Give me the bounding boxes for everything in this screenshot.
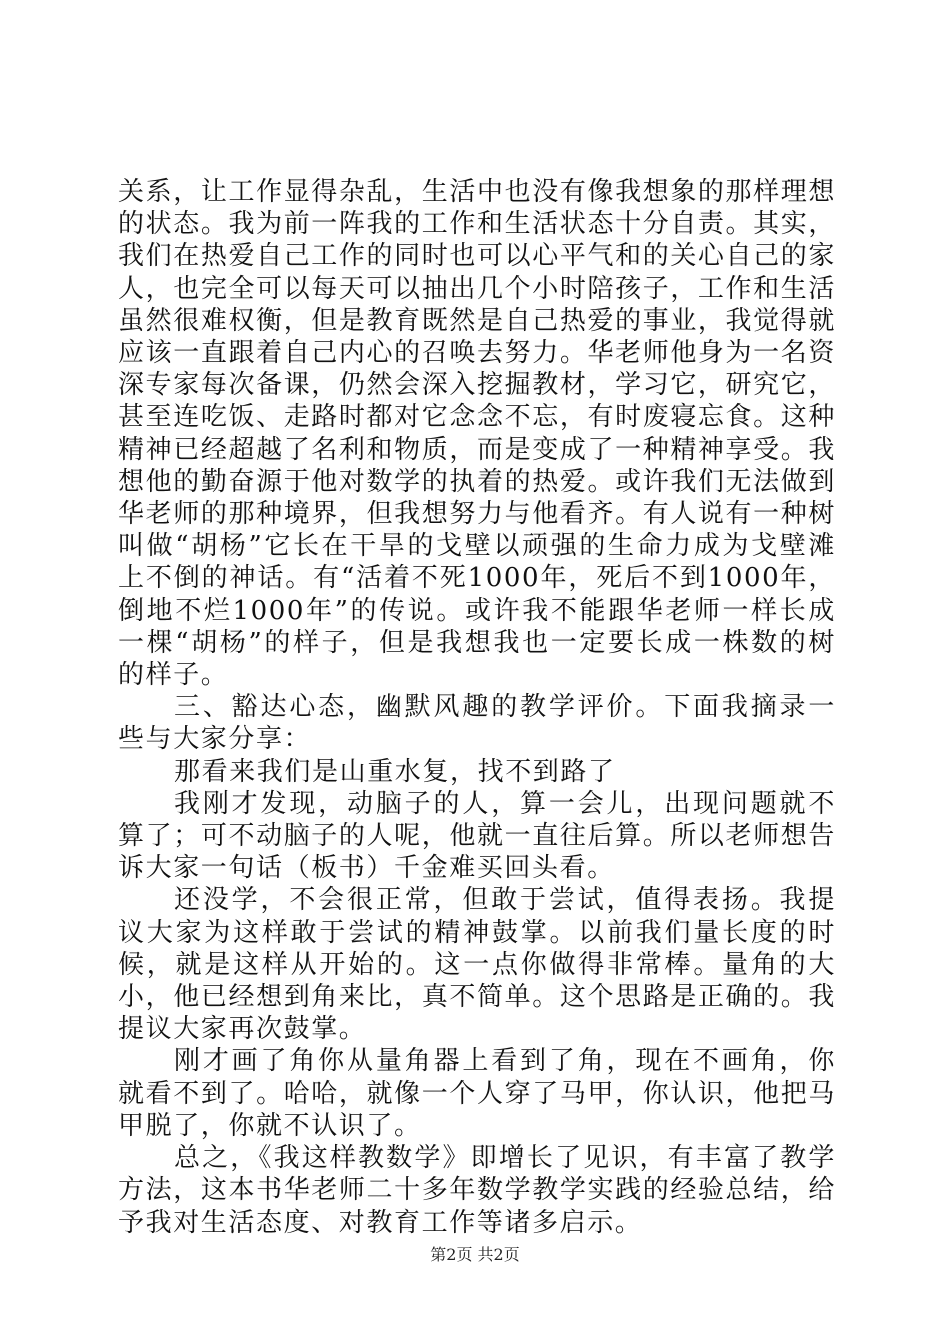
paragraph: 刚才画了角你从量角器上看到了角，现在不画角，你就看不到了。哈哈，就像一个人穿了马甲，你认识，他把马甲脱了，你就不认识了。	[118, 1046, 836, 1141]
paragraph: 我刚才发现，动脑子的人，算一会儿，出现问题就不算了；可不动脑子的人呢，他就一直往后算。所以老师想告诉大家一句话（板书）千金难买回头看。	[118, 788, 836, 884]
body-text	[118, 176, 836, 1239]
page-number-footer: 第2页 共2页	[430, 1245, 520, 1264]
paragraph: 关系，让工作显得杂乱，生活中也没有像我想象的那样理想的状态。我为前一阵我的工作和生活状态十分自责。其实，我们在热爱自己工作的同时也可以心平气和的关心自己的家人，也完全可以每天可以抽出几个小时陪孩子，工作和生活虽然很难权衡，但是教育既然是自己热爱的事业，我觉得就应该一直跟着自己内心的召唤去努力。华老师他身为一名资深专家每次备课，仍然会深入挖掘教材，学习它，研究它，甚至连吃饭、走路时都对它念念不忘，有时废寝忘食。这种精神已经超越了名利和物质，而是变成了一种精神享受。我想他的勤奋源于他对数学的执着的热爱。或许我们无法做到华老师的那种境界，但我想努力与他看齐。有人说有一种树叫做“胡杨”它长在干旱的戈壁以顽强的生命力成为戈壁滩上不倒的神话。有“活着不死1000年，死后不到1000年，倒地不烂1000年”的传说。或许我不能跟华老师一样长成一棵“胡杨”的样子，但是我想我也一定要长成一株数的树的样子。	[118, 177, 836, 691]
paragraph: 总之，《我这样教数学》即增长了见识，有丰富了教学方法，这本书华老师二十多年数学教学实践的经验总结，给予我对生活态度、对教育工作等诸多启示。	[118, 1143, 836, 1238]
paragraph: 三、豁达心态，幽默风趣的教学评价。下面我摘录一些与大家分享：	[118, 692, 836, 755]
paragraph: 那看来我们是山重水复，找不到路了	[174, 756, 616, 787]
paragraph: 还没学，不会很正常，但敢于尝试，值得表扬。我提议大家为这样敢于尝试的精神鼓掌。以前我们量长度的时候，就是这样从开始的。这一点你做得非常棒。量角的大小，他已经想到角来比，真不简单。这个思路是正确的。我提议大家再次鼓掌。	[118, 885, 836, 1045]
